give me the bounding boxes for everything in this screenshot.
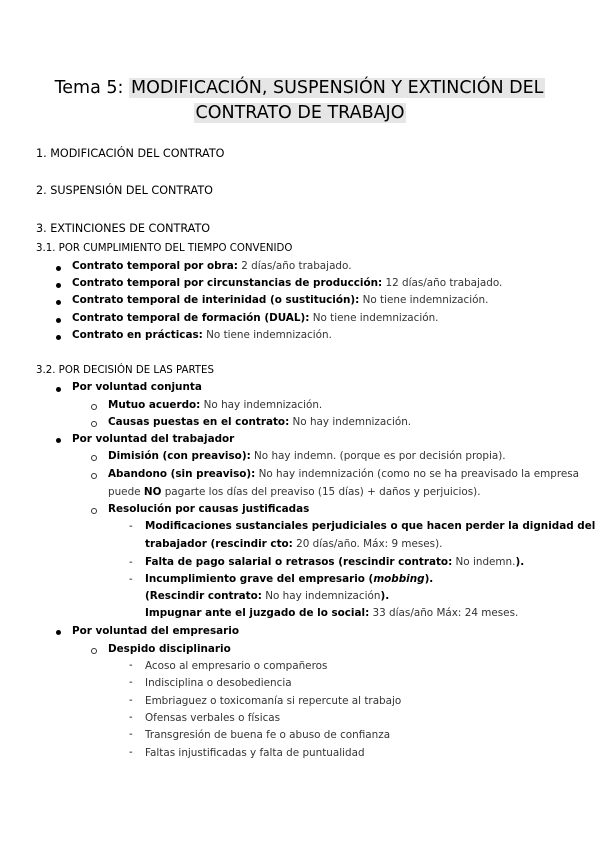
subsection-3-2-heading: 3.2. POR DECISIÓN DE LAS PARTES xyxy=(36,365,214,376)
bullet-icon xyxy=(56,630,61,635)
circle-bullet-icon xyxy=(91,473,97,479)
bullet-icon xyxy=(56,387,61,392)
title-highlight-2: CONTRATO DE TRABAJO xyxy=(195,103,405,123)
list-item: Dimisión (con preaviso): No hay indemn. (porque es por decisión propia). xyxy=(108,450,506,462)
circle-bullet-icon xyxy=(91,648,97,654)
list-item: Contrato temporal por obra: 2 días/año trabajado. xyxy=(72,260,352,272)
dash-bullet-icon: - xyxy=(129,521,133,532)
list-item: Mutuo acuerdo: No hay indemnización. xyxy=(108,399,323,411)
list-item: Contrato temporal por circunstancias de producción: 12 días/año trabajado. xyxy=(72,277,503,289)
dash-bullet-icon: - xyxy=(129,712,133,723)
bullet-icon xyxy=(56,318,61,323)
list-item: Abandono (sin preaviso): No hay indemnización (como no se ha preavisado la empresa xyxy=(108,468,580,480)
list-item-continuation: (Rescindir contrato: No hay indemnización). xyxy=(145,590,390,602)
section-3-heading: 3. EXTINCIONES DE CONTRATO xyxy=(36,222,211,235)
bullet-icon xyxy=(56,283,61,288)
list-item: Embriaguez o toxicomanía si repercute al trabajo xyxy=(145,695,402,707)
list-item: Acoso al empresario o compañeros xyxy=(145,660,328,672)
bullet-icon xyxy=(56,300,61,305)
list-item-continuation: Impugnar ante el juzgado de lo social: 33 días/año Máx: 24 meses. xyxy=(145,607,519,619)
section-1-heading: 1. MODIFICACIÓN DEL CONTRATO xyxy=(36,147,225,160)
dash-bullet-icon: - xyxy=(129,574,133,585)
dash-bullet-icon: - xyxy=(129,747,133,758)
bullet-icon xyxy=(56,438,61,443)
voluntad-trabajador-label: Por voluntad del trabajador xyxy=(72,433,235,445)
voluntad-empresario-label: Por voluntad del empresario xyxy=(72,625,239,637)
list-item: Causas puestas en el contrato: No hay indemnización. xyxy=(108,416,412,428)
circle-bullet-icon xyxy=(91,404,97,410)
dash-bullet-icon: - xyxy=(129,729,133,740)
title-highlight-1: MODIFICACIÓN, SUSPENSIÓN Y EXTINCIÓN DEL xyxy=(130,78,544,98)
bullet-icon xyxy=(56,266,61,271)
list-item: Contrato temporal de interinidad (o sustitución): No tiene indemnización. xyxy=(72,294,489,306)
despido-disciplinario-label: Despido disciplinario xyxy=(108,643,231,655)
list-item: Ofensas verbales o físicas xyxy=(145,712,281,724)
dash-bullet-icon: - xyxy=(129,695,133,706)
circle-bullet-icon xyxy=(91,421,97,427)
section-2-heading: 2. SUSPENSIÓN DEL CONTRATO xyxy=(36,184,213,197)
subsection-3-1-heading: 3.1. POR CUMPLIMIENTO DEL TIEMPO CONVENIDO xyxy=(36,243,293,254)
dash-bullet-icon: - xyxy=(129,677,133,688)
page-title-line1 xyxy=(0,75,600,101)
list-item: Transgresión de buena fe o abuso de confianza xyxy=(145,729,391,741)
list-item: Incumplimiento grave del empresario (mobbing). xyxy=(145,573,434,585)
list-item: Indisciplina o desobediencia xyxy=(145,677,292,689)
page-title-line2 xyxy=(0,100,600,126)
list-item: Contrato temporal de formación (DUAL): No tiene indemnización. xyxy=(72,312,439,324)
list-item: Faltas injustificadas y falta de puntualidad xyxy=(145,747,365,759)
circle-bullet-icon xyxy=(91,455,97,461)
bullet-icon xyxy=(56,335,61,340)
list-item: Modificaciones sustanciales perjudiciales o que hacen perder la dignidad del xyxy=(145,520,596,532)
list-item: Falta de pago salarial o retrasos (rescindir contrato: No indemn.). xyxy=(145,556,525,568)
list-item-continuation: puede NO pagarte los días del preaviso (15 días) + daños y perjuicios). xyxy=(108,486,481,498)
circle-bullet-icon xyxy=(91,508,97,514)
list-item: Contrato en prácticas: No tiene indemnización. xyxy=(72,329,332,341)
title-prefix: Tema 5: xyxy=(54,78,129,98)
list-item-continuation: trabajador (rescindir cto: 20 días/año. Máx: 9 meses). xyxy=(145,538,443,550)
dash-bullet-icon: - xyxy=(129,557,133,568)
dash-bullet-icon: - xyxy=(129,660,133,671)
resolucion-label: Resolución por causas justificadas xyxy=(108,503,310,515)
voluntad-conjunta-label: Por voluntad conjunta xyxy=(72,381,202,393)
